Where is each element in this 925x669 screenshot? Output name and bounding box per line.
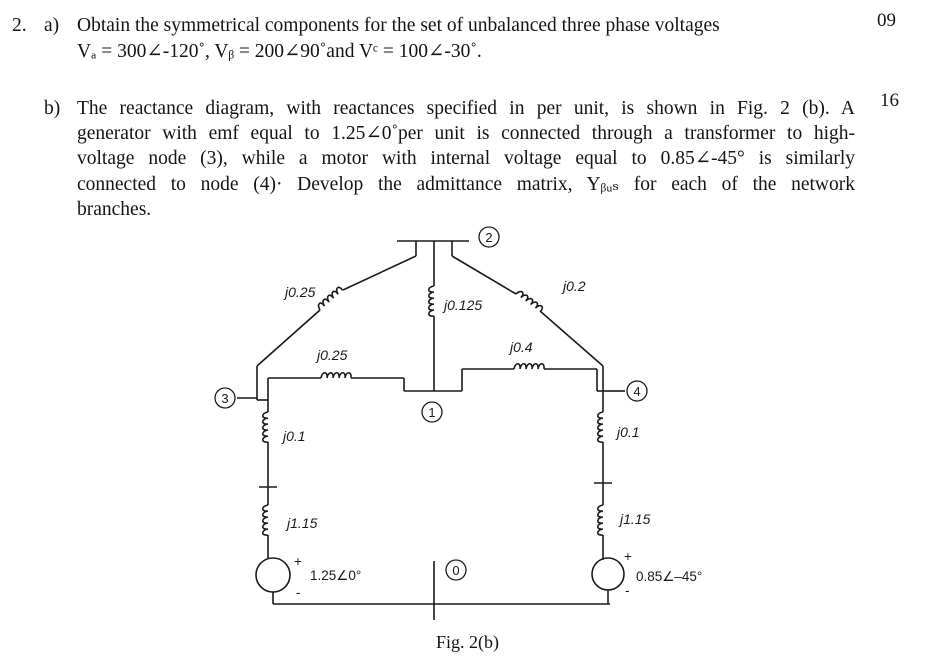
generator-source xyxy=(256,558,290,592)
reactance-1-4-label: j0.4 xyxy=(510,339,533,355)
part-b-line: branches. xyxy=(77,198,152,220)
part-b-line: generator with emf equal to 1.25∠0˚per unit is connected through a transformer to high- xyxy=(77,123,855,145)
part-a-marks: 09 xyxy=(877,10,896,31)
reactance-3-1-coil xyxy=(321,373,351,378)
generator-minus-sign: - xyxy=(296,585,301,600)
transformer-3-label: j0.1 xyxy=(283,428,306,444)
reactance-1-2-label: j0.125 xyxy=(444,297,483,313)
node-4-label: 4 xyxy=(633,384,641,399)
part-a-line1: Obtain the symmetrical components for the set of unbalanced three phase voltages xyxy=(77,15,720,36)
generator-plus-sign: + xyxy=(294,554,302,569)
part-b-marks: 16 xyxy=(880,90,899,111)
motor-plus-sign: + xyxy=(624,549,632,564)
motor-reactance-coil xyxy=(598,505,603,535)
part-b-line: voltage node (3), while a motor with internal voltage equal to 0.85∠-45° is similarly xyxy=(77,148,855,170)
node-3-label: 3 xyxy=(221,391,229,406)
motor-reactance-label: j1.15 xyxy=(620,511,651,527)
reactance-2-4-coil xyxy=(516,290,543,312)
reactance-1-2-coil xyxy=(429,286,434,316)
part-a-line2: Vₐ = 300∠-120˚, Vᵦ = 200∠90˚and Vᶜ = 100∠-30˚. xyxy=(77,41,482,62)
transformer-4-coil xyxy=(598,412,603,442)
node-0-label: 0 xyxy=(452,563,460,578)
question-number: 2. xyxy=(12,15,27,36)
part-a-label: a) xyxy=(44,15,60,36)
node-2-label: 2 xyxy=(485,230,493,245)
reactance-1-4-coil xyxy=(514,364,544,369)
node-1-label: 1 xyxy=(428,405,436,420)
generator-reactance-label: j1.15 xyxy=(287,515,318,531)
reactance-3-1-label: j0.25 xyxy=(317,347,348,363)
part-b-label: b) xyxy=(44,98,61,119)
part-b-line: connected to node (4)· Develop the admittance matrix, Yᵦᵤₛ for each of the network xyxy=(77,173,855,195)
reactance-3-2-coil xyxy=(317,286,343,310)
motor-minus-sign: - xyxy=(625,583,630,598)
reactance-2-4-label: j0.2 xyxy=(563,278,586,294)
figure-caption: Fig. 2(b) xyxy=(436,632,499,652)
part-b-line: The reactance diagram, with reactances specified in per unit, is shown in Fig. 2 (b). A xyxy=(77,98,855,119)
generator-reactance-coil xyxy=(263,505,268,535)
motor-emf-label: 0.85∠–45° xyxy=(636,569,703,584)
motor-source xyxy=(592,558,624,590)
transformer-4-label: j0.1 xyxy=(617,424,640,440)
reactance-3-2-label: j0.25 xyxy=(285,284,316,300)
generator-emf-label: 1.25∠0° xyxy=(310,568,362,583)
transformer-3-coil xyxy=(263,412,268,442)
